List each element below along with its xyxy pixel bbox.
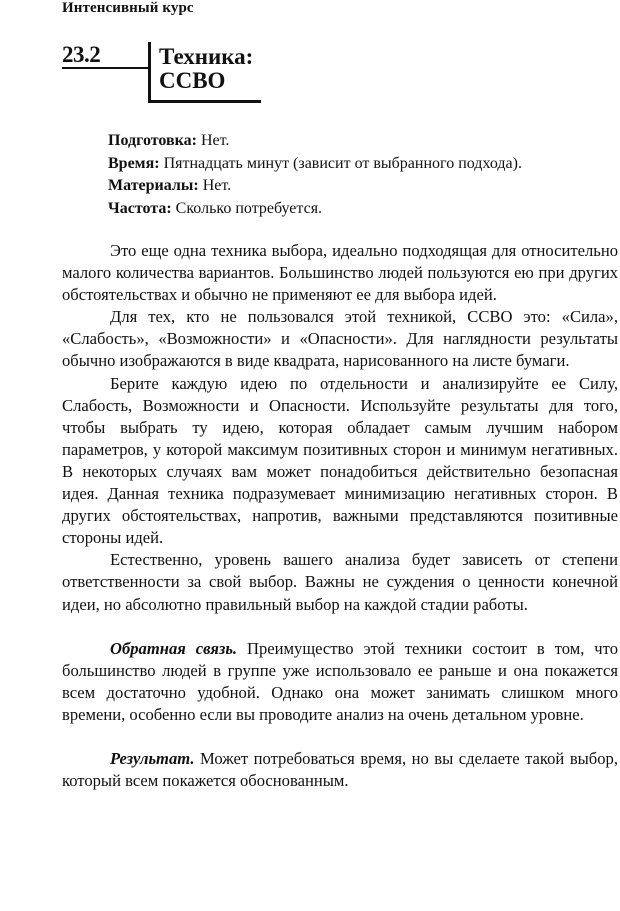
meta-preparation (108, 130, 522, 153)
section-title-line-1: Техника: (159, 44, 254, 69)
body-text (62, 240, 618, 792)
technique-meta (108, 130, 522, 220)
paragraph-feedback (62, 638, 618, 726)
meta-materials (108, 175, 522, 198)
meta-time (108, 153, 522, 176)
meta-materials-value: Нет. (198, 177, 232, 195)
result-lead: Результат. (110, 748, 195, 768)
section-number: 23.2 (62, 43, 148, 69)
paragraph-result (62, 748, 618, 792)
paragraph-definition: Для тех, кто не пользовался этой техникой, ССВО это: «Сила», «Слабость», «Возможности» и «Опасности». Для наглядности результаты обычно изображаются в виде квадрата, нарисованного на листе бумаги. (62, 307, 618, 371)
meta-materials-label: Материалы: (108, 177, 199, 195)
meta-time-value: Пятнадцать минут (зависит от выбранного подхода). (159, 154, 522, 172)
meta-time-label: Время: (108, 154, 160, 172)
section-title-box (148, 42, 261, 103)
meta-frequency-value: Сколько потребуется. (171, 199, 323, 217)
feedback-text: Преимущество этой техники состоит в том, что большинство людей в группе уже использовало ее раньше и она покажется всем достаточно удобной. Однако она может занимать слишком много времени, особенно если вы проводите анализ на очень детальном уровне. (62, 638, 618, 724)
section-title-line-2: ССВО (159, 68, 226, 93)
feedback-lead: Обратная связь. (110, 638, 238, 658)
running-head: Интенсивный курс (62, 0, 194, 16)
paragraph-method: Берите каждую идею по отдельности и анализируйте ее Силу, Слабость, Возможности и Опасности. Используйте результаты для того, чтобы выбрать ту идею, которая обладает самым лучшим набором параметров, у которой максимум позитивных сторон и минимум негативных. В некоторых случаях вам может понадобиться действительно безопасная идея. Данная техника подразумевает минимизацию негативных сторон. В других обстоятельствах, напротив, важными представляются позитивные стороны идей. (62, 373, 618, 548)
meta-frequency-label: Частота: (108, 199, 172, 217)
paragraph-analysis-level: Естественно, уровень вашего анализа будет зависеть от степени ответственности за свой выбор. Важны не суждения о ценности конечной идеи, но абсолютно правильный выбор на каждой стадии работы. (62, 550, 618, 614)
meta-preparation-label: Подготовка: (108, 132, 197, 149)
paragraph-intro: Это еще одна техника выбора, идеально подходящая для относительно малого количества вариантов. Большинство людей пользуются ею при других обстоятельствах и обычно не применяют ее для выбора идей. (62, 241, 618, 305)
result-text: Может потребоваться время, но вы сделаете такой выбор, который всем покажется обоснованным. (62, 748, 618, 791)
meta-frequency (108, 198, 522, 221)
meta-preparation-value: Нет. (196, 132, 230, 149)
